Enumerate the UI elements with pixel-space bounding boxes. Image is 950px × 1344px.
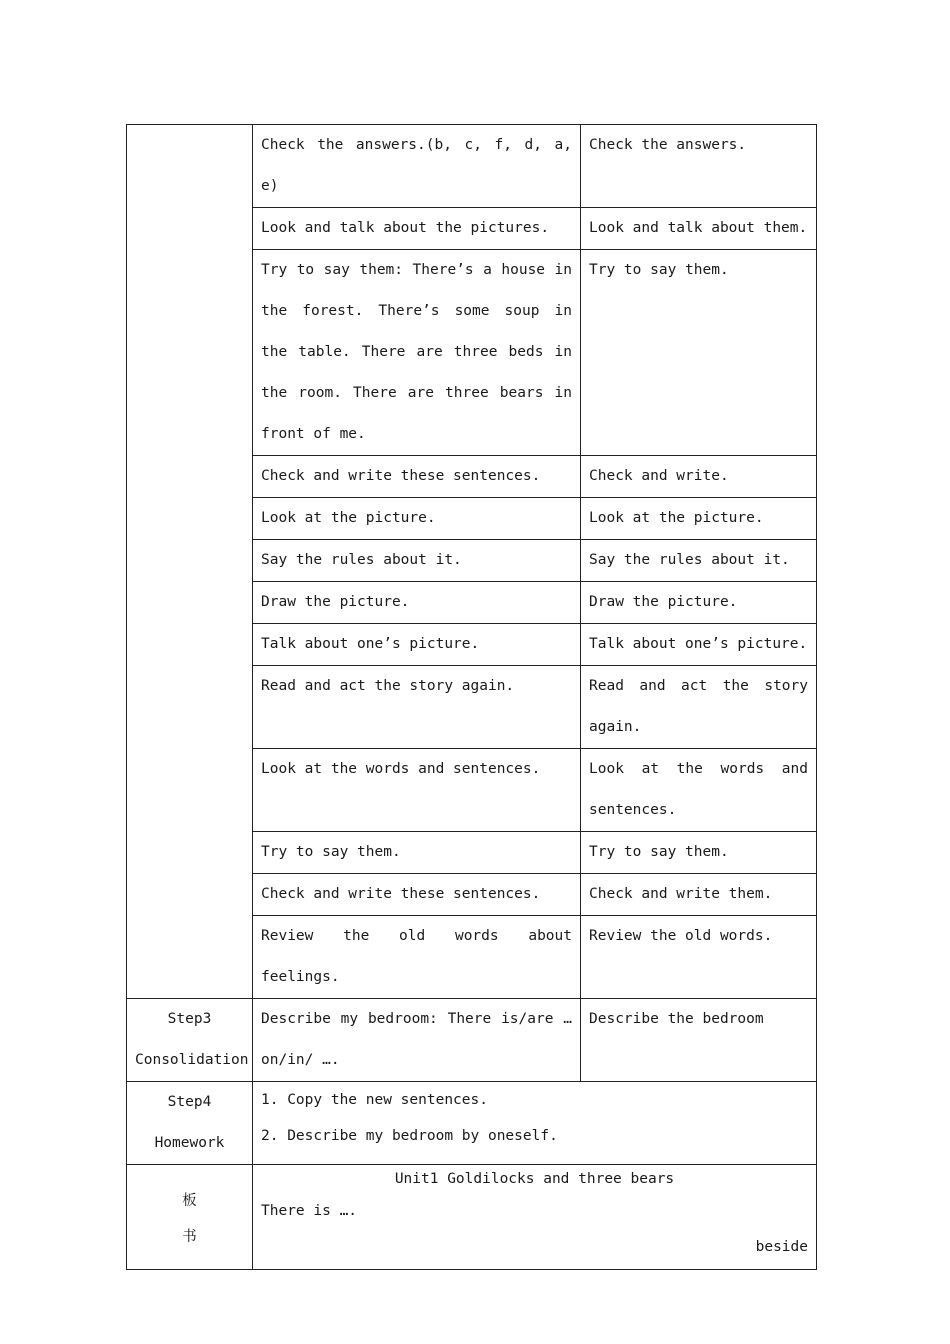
student-activity: Look and talk about them. xyxy=(581,208,817,250)
teacher-activity: Review the old words about feelings. xyxy=(253,916,581,999)
step3-number: Step3 xyxy=(167,1011,212,1027)
teacher-activity: Try to say them: There’s a house in the forest. There’s some soup in the table. There are three beds in the room. There are three bears in front of me. xyxy=(253,250,581,456)
student-activity: Read and act the story again. xyxy=(581,666,817,749)
step4-name: Homework xyxy=(154,1135,225,1151)
step4-number: Step4 xyxy=(167,1094,212,1110)
teacher-activity: Look at the picture. xyxy=(253,498,581,540)
student-activity: Try to say them. xyxy=(581,832,817,874)
student-activity: Draw the picture. xyxy=(581,582,817,624)
teacher-activity: Draw the picture. xyxy=(253,582,581,624)
teacher-activity: Check and write these sentences. xyxy=(253,456,581,498)
step3-teacher-activity: Describe my bedroom: There is/are …on/in/ …. xyxy=(253,999,581,1082)
student-activity: Say the rules about it. xyxy=(581,540,817,582)
board-row xyxy=(127,1165,817,1270)
step3-label-cell xyxy=(127,999,253,1082)
homework-cell xyxy=(253,1082,817,1165)
board-content-cell xyxy=(253,1165,817,1270)
step-cell-empty xyxy=(127,125,253,999)
step3-row xyxy=(127,999,817,1082)
board-word-beside: beside xyxy=(755,1239,808,1255)
student-activity: Talk about one’s picture. xyxy=(581,624,817,666)
student-activity: Check and write. xyxy=(581,456,817,498)
student-activity: Check and write them. xyxy=(581,874,817,916)
table-row xyxy=(127,125,817,208)
student-activity: Review the old words. xyxy=(581,916,817,999)
board-label-1: 板 xyxy=(182,1193,197,1209)
teacher-activity: Say the rules about it. xyxy=(253,540,581,582)
homework-item: 2. Describe my bedroom by oneself. xyxy=(261,1128,558,1144)
homework-item: 1. Copy the new sentences. xyxy=(261,1092,488,1108)
teacher-activity: Read and act the story again. xyxy=(253,666,581,749)
lesson-plan-table xyxy=(126,124,817,1270)
board-title: Unit1 Goldilocks and three bears xyxy=(394,1171,675,1187)
board-label-2: 书 xyxy=(182,1229,197,1245)
step4-label-cell xyxy=(127,1082,253,1165)
teacher-activity: Talk about one’s picture. xyxy=(253,624,581,666)
step3-student-activity: Describe the bedroom xyxy=(581,999,817,1082)
teacher-activity: Look at the words and sentences. xyxy=(253,749,581,832)
teacher-activity: Check and write these sentences. xyxy=(253,874,581,916)
board-label-cell xyxy=(127,1165,253,1270)
student-activity: Look at the picture. xyxy=(581,498,817,540)
board-line: There is …. xyxy=(261,1203,358,1219)
student-activity: Look at the words and sentences. xyxy=(581,749,817,832)
student-activity: Check the answers. xyxy=(581,125,817,208)
teacher-activity: Try to say them. xyxy=(253,832,581,874)
student-activity: Try to say them. xyxy=(581,250,817,456)
step3-name: Consolidation xyxy=(135,1052,249,1068)
teacher-activity: Check the answers.(b, c, f, d, a, e) xyxy=(253,125,581,208)
teacher-activity: Look and talk about the pictures. xyxy=(253,208,581,250)
step4-row xyxy=(127,1082,817,1165)
